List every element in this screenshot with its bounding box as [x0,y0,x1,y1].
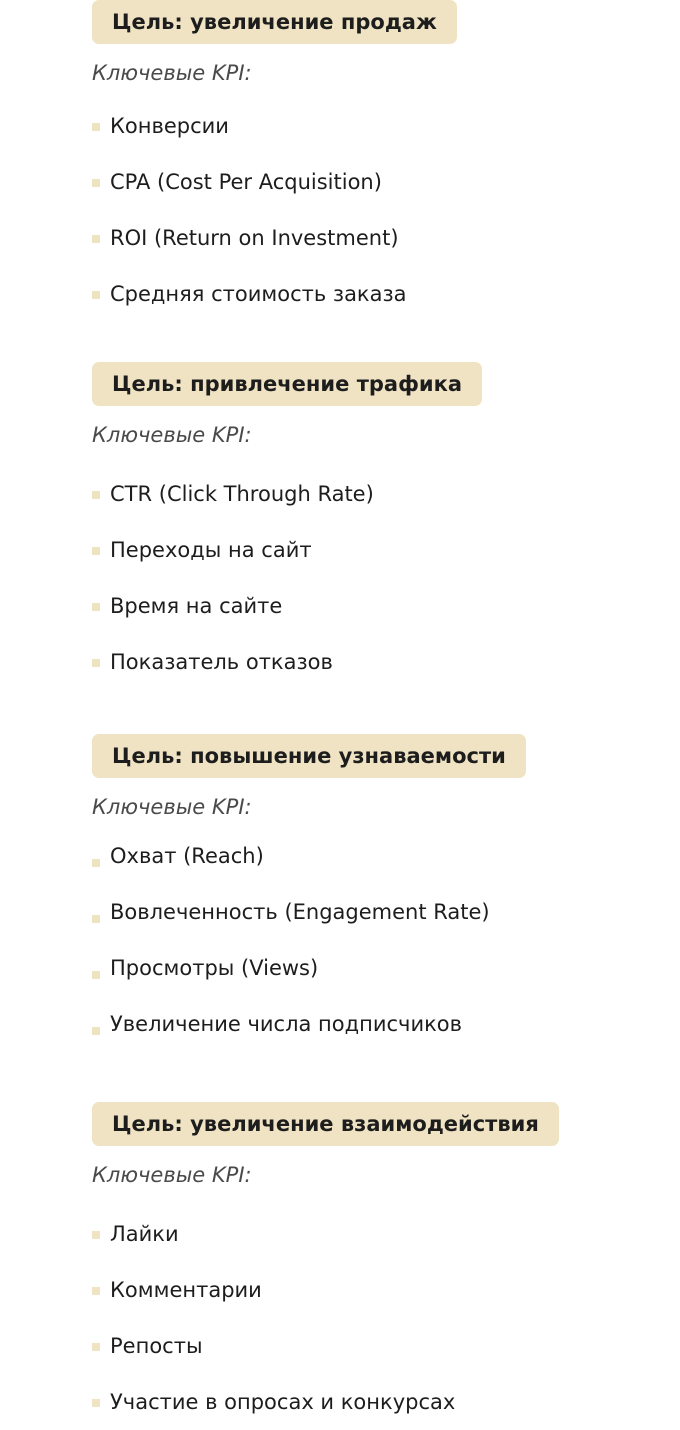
goal-section-awareness [92,734,652,1052]
kpi-label: Ключевые KPI: [92,1163,252,1187]
square-bullet-icon [92,1231,100,1239]
square-bullet-icon [92,603,100,611]
kpi-item [92,466,652,522]
kpi-item-text: Просмотры (Views) [110,956,319,980]
kpi-item [92,1262,652,1318]
kpi-item-text: CTR (Click Through Rate) [110,482,374,506]
kpi-item-text: ROI (Return on Investment) [110,226,399,250]
kpi-item [92,1374,652,1430]
kpi-item [92,996,652,1052]
kpi-list [92,466,652,690]
goal-section-traffic [92,362,652,690]
square-bullet-icon [92,291,100,299]
goal-section-engagement [92,1102,652,1430]
kpi-item [92,1318,652,1374]
square-bullet-icon [92,235,100,243]
kpi-item [92,1206,652,1262]
kpi-label: Ключевые KPI: [92,423,252,447]
kpi-label: Ключевые KPI: [92,61,252,85]
square-bullet-icon [92,1343,100,1351]
square-bullet-icon [92,123,100,131]
goal-section-sales [92,0,652,322]
kpi-item-text: Участие в опросах и конкурсах [110,1390,456,1414]
kpi-list [92,828,652,1052]
kpi-item-text: Переходы на сайт [110,538,312,562]
kpi-item-text: Средняя стоимость заказа [110,282,407,306]
square-bullet-icon [92,915,100,923]
kpi-item [92,940,652,996]
kpi-item [92,578,652,634]
goal-badge: Цель: привлечение трафика [92,362,482,406]
kpi-item-text: Репосты [110,1334,203,1358]
kpi-item [92,634,652,690]
square-bullet-icon [92,547,100,555]
goal-badge: Цель: повышение узнаваемости [92,734,526,778]
kpi-item-text: Время на сайте [110,594,283,618]
kpi-item-text: Конверсии [110,114,229,138]
kpi-item [92,266,652,322]
kpi-item [92,828,652,884]
kpi-item-text: Показатель отказов [110,650,333,674]
square-bullet-icon [92,659,100,667]
square-bullet-icon [92,1027,100,1035]
kpi-item-text: Увеличение числа подписчиков [110,1012,463,1036]
kpi-item-text: Вовлеченность (Engagement Rate) [110,900,490,924]
square-bullet-icon [92,971,100,979]
square-bullet-icon [92,179,100,187]
kpi-label: Ключевые KPI: [92,795,252,819]
kpi-list [92,98,652,322]
kpi-item [92,98,652,154]
kpi-list [92,1206,652,1430]
kpi-item-text: Лайки [110,1222,179,1246]
square-bullet-icon [92,491,100,499]
square-bullet-icon [92,859,100,867]
kpi-item-text: Комментарии [110,1278,262,1302]
square-bullet-icon [92,1287,100,1295]
kpi-item-text: CPA (Cost Per Acquisition) [110,170,382,194]
kpi-item [92,884,652,940]
goal-badge: Цель: увеличение взаимодействия [92,1102,559,1146]
goal-badge: Цель: увеличение продаж [92,0,457,44]
kpi-item-text: Охват (Reach) [110,844,264,868]
square-bullet-icon [92,1399,100,1407]
kpi-item [92,210,652,266]
kpi-item [92,522,652,578]
kpi-item [92,154,652,210]
